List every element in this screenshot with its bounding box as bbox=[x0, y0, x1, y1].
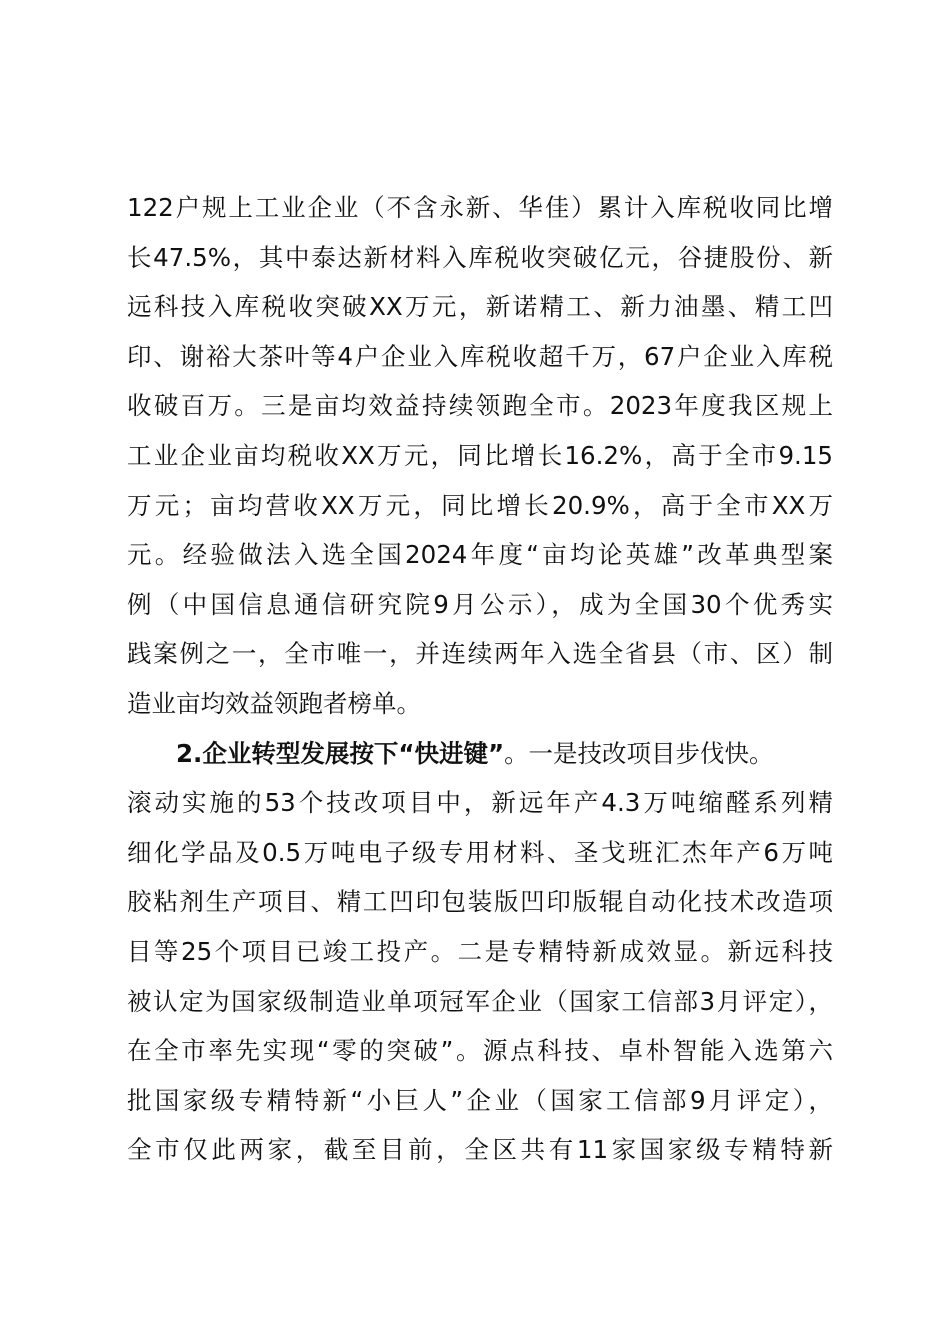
text-line: 目等25个项目已竣工投产。二是专精特新成效显。新远科技 bbox=[127, 936, 833, 966]
text-line: 例（中国信息通信研究院9月公示），成为全国30个优秀实 bbox=[127, 589, 833, 619]
document-body bbox=[127, 183, 833, 1175]
text-line: 胶粘剂生产项目、精工凹印包装版凹印版辊自动化技术改造项 bbox=[127, 887, 833, 917]
text-line: 全市仅此两家，截至目前，全区共有11家国家级专精特新 bbox=[127, 1135, 833, 1165]
text-line: 细化学品及0.5万吨电子级专用材料、圣戈班汇杰年产6万吨 bbox=[127, 837, 833, 867]
paragraph-2 bbox=[127, 729, 833, 1175]
text-line: 元。经验做法入选全国2024年度“亩均论英雄”改革典型案 bbox=[127, 540, 833, 570]
section-heading: 2.企业转型发展按下“快进键” bbox=[176, 738, 505, 768]
text-line: 造业亩均效益领跑者榜单。 bbox=[127, 688, 421, 718]
paragraph-first-line bbox=[127, 729, 833, 779]
text-line: 远科技入库税收突破XX万元，新诺精工、新力油墨、精工凹 bbox=[127, 292, 833, 322]
text-line: 被认定为国家级制造业单项冠军企业（国家工信部3月评定）， bbox=[127, 986, 833, 1016]
text-line: 122户规上工业企业（不含永新、华佳）累计入库税收同比增 bbox=[127, 193, 833, 222]
text-line: 滚动实施的53个技改项目中，新远年产4.3万吨缩醛系列精 bbox=[127, 788, 833, 818]
text-line: 批国家级专精特新“小巨人”企业（国家工信部9月评定）， bbox=[127, 1085, 833, 1115]
text-line: 万元；亩均营收XX万元，同比增长20.9%，高于全市XX万 bbox=[127, 490, 833, 520]
text-line: 在全市率先实现“零的突破”。源点科技、卓朴智能入选第六 bbox=[127, 1036, 833, 1066]
text-line: 印、谢裕大茶叶等4户企业入库税收超千万，67户企业入库税 bbox=[127, 341, 833, 371]
paragraph-1 bbox=[127, 183, 833, 729]
text-line: 收破百万。三是亩均效益持续领跑全市。2023年度我区规上 bbox=[127, 391, 833, 421]
text-line: 工业企业亩均税收XX万元，同比增长16.2%，高于全市9.15 bbox=[127, 440, 833, 470]
text-line: 践案例之一，全市唯一，并连续两年入选全省县（市、区）制 bbox=[127, 639, 833, 669]
text-line: 长47.5%，其中泰达新材料入库税收突破亿元，谷捷股份、新 bbox=[127, 242, 833, 272]
text-run: 。一是技改项目步伐快。 bbox=[504, 738, 774, 768]
